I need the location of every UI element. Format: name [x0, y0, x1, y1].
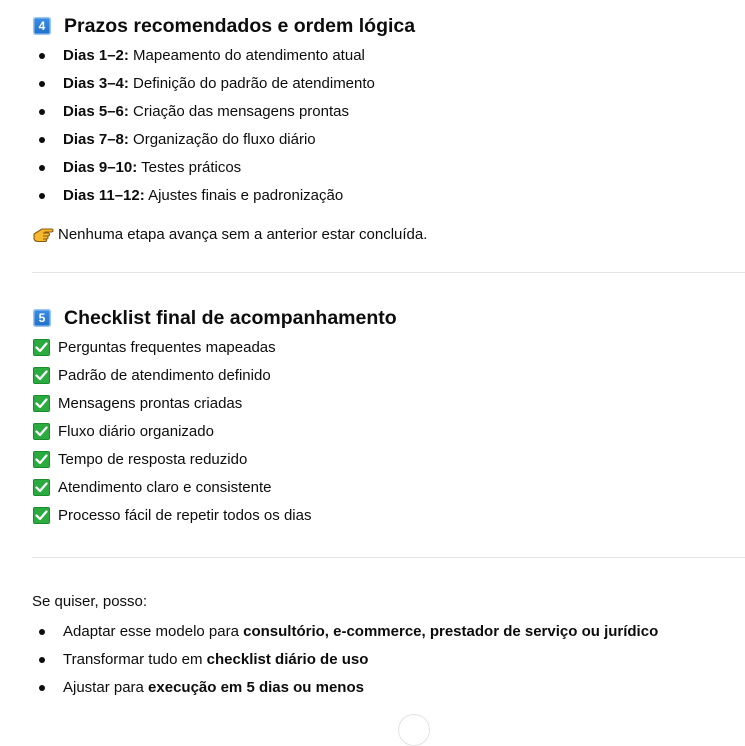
- bullet-icon: [39, 685, 45, 691]
- check-mark-icon: [33, 507, 50, 524]
- offer-list: [32, 618, 745, 702]
- checklist-text: Tempo de resposta reduzido: [58, 450, 248, 468]
- item-text: Ajustar para: [63, 679, 149, 696]
- checklist-item: [32, 473, 745, 501]
- pointing-hand-icon: [32, 225, 54, 243]
- bullet-icon: [39, 657, 45, 663]
- item-label: Dias 5–6:: [63, 103, 129, 120]
- item-label: Dias 11–12:: [63, 187, 145, 204]
- checklist-text: Mensagens prontas criadas: [58, 394, 243, 412]
- note-text: Nenhuma etapa avança sem a anterior estar concluída.: [58, 225, 428, 243]
- item-emphasis: execução em 5 dias ou menos: [148, 679, 364, 696]
- item-emphasis: consultório, e-commerce, prestador de serviço ou jurídico: [243, 623, 659, 640]
- section-5-title: Checklist final de acompanhamento: [64, 306, 397, 329]
- check-mark-icon: [33, 479, 50, 496]
- item-text: Ajustes finais e padronização: [144, 187, 344, 204]
- note-line: [32, 220, 745, 248]
- keycap-5-icon: 5: [33, 309, 51, 327]
- scroll-down-button[interactable]: [398, 714, 430, 746]
- check-mark-icon: [33, 367, 50, 384]
- list-item: [32, 42, 745, 70]
- checklist-text: Processo fácil de repetir todos os dias: [58, 506, 312, 524]
- item-label: Dias 1–2:: [63, 47, 129, 64]
- keycap-4-icon: 4: [33, 17, 51, 35]
- list-item: [32, 618, 745, 646]
- checklist-item: [32, 361, 745, 389]
- checklist-item: [32, 333, 745, 361]
- list-item: [32, 70, 745, 98]
- check-mark-icon: [33, 451, 50, 468]
- check-mark-icon: [33, 339, 50, 356]
- bullet-icon: [39, 629, 45, 635]
- bullet-icon: [39, 53, 45, 59]
- section-4-title: Prazos recomendados e ordem lógica: [64, 14, 416, 37]
- item-text: Criação das mensagens prontas: [128, 103, 349, 120]
- checklist-item: [32, 389, 745, 417]
- bullet-icon: [39, 165, 45, 171]
- schedule-list: [32, 42, 745, 210]
- section-4-heading: [32, 12, 745, 40]
- item-text: Definição do padrão de atendimento: [128, 75, 375, 92]
- list-item: [32, 154, 745, 182]
- item-text: Testes práticos: [137, 159, 242, 176]
- checklist-text: Padrão de atendimento definido: [58, 366, 271, 384]
- checklist-item: [32, 445, 745, 473]
- item-text: Mapeamento do atendimento atual: [128, 47, 365, 64]
- checklist-text: Perguntas frequentes mapeadas: [58, 338, 276, 356]
- item-emphasis: checklist diário de uso: [206, 651, 369, 668]
- bullet-icon: [39, 193, 45, 199]
- list-item: [32, 674, 745, 702]
- chat-message-content: [32, 0, 745, 702]
- section-5-heading: [32, 304, 745, 332]
- bullet-icon: [39, 109, 45, 115]
- item-label: Dias 7–8:: [63, 131, 129, 148]
- item-text: Transformar tudo em: [63, 651, 207, 668]
- list-item: [32, 98, 745, 126]
- list-item: [32, 182, 745, 210]
- bullet-icon: [39, 81, 45, 87]
- checklist-text: Fluxo diário organizado: [58, 422, 214, 440]
- list-item: [32, 646, 745, 674]
- item-label: Dias 9–10:: [63, 159, 138, 176]
- closing-intro: Se quiser, posso:: [32, 593, 148, 610]
- item-text: Organização do fluxo diário: [128, 131, 316, 148]
- bullet-icon: [39, 137, 45, 143]
- checklist-item: [32, 501, 745, 529]
- item-label: Dias 3–4:: [63, 75, 129, 92]
- checklist-text: Atendimento claro e consistente: [58, 478, 272, 496]
- item-text: Adaptar esse modelo para: [63, 623, 244, 640]
- list-item: [32, 126, 745, 154]
- check-mark-icon: [33, 423, 50, 440]
- checklist-item: [32, 417, 745, 445]
- check-mark-icon: [33, 395, 50, 412]
- checklist: [32, 333, 745, 529]
